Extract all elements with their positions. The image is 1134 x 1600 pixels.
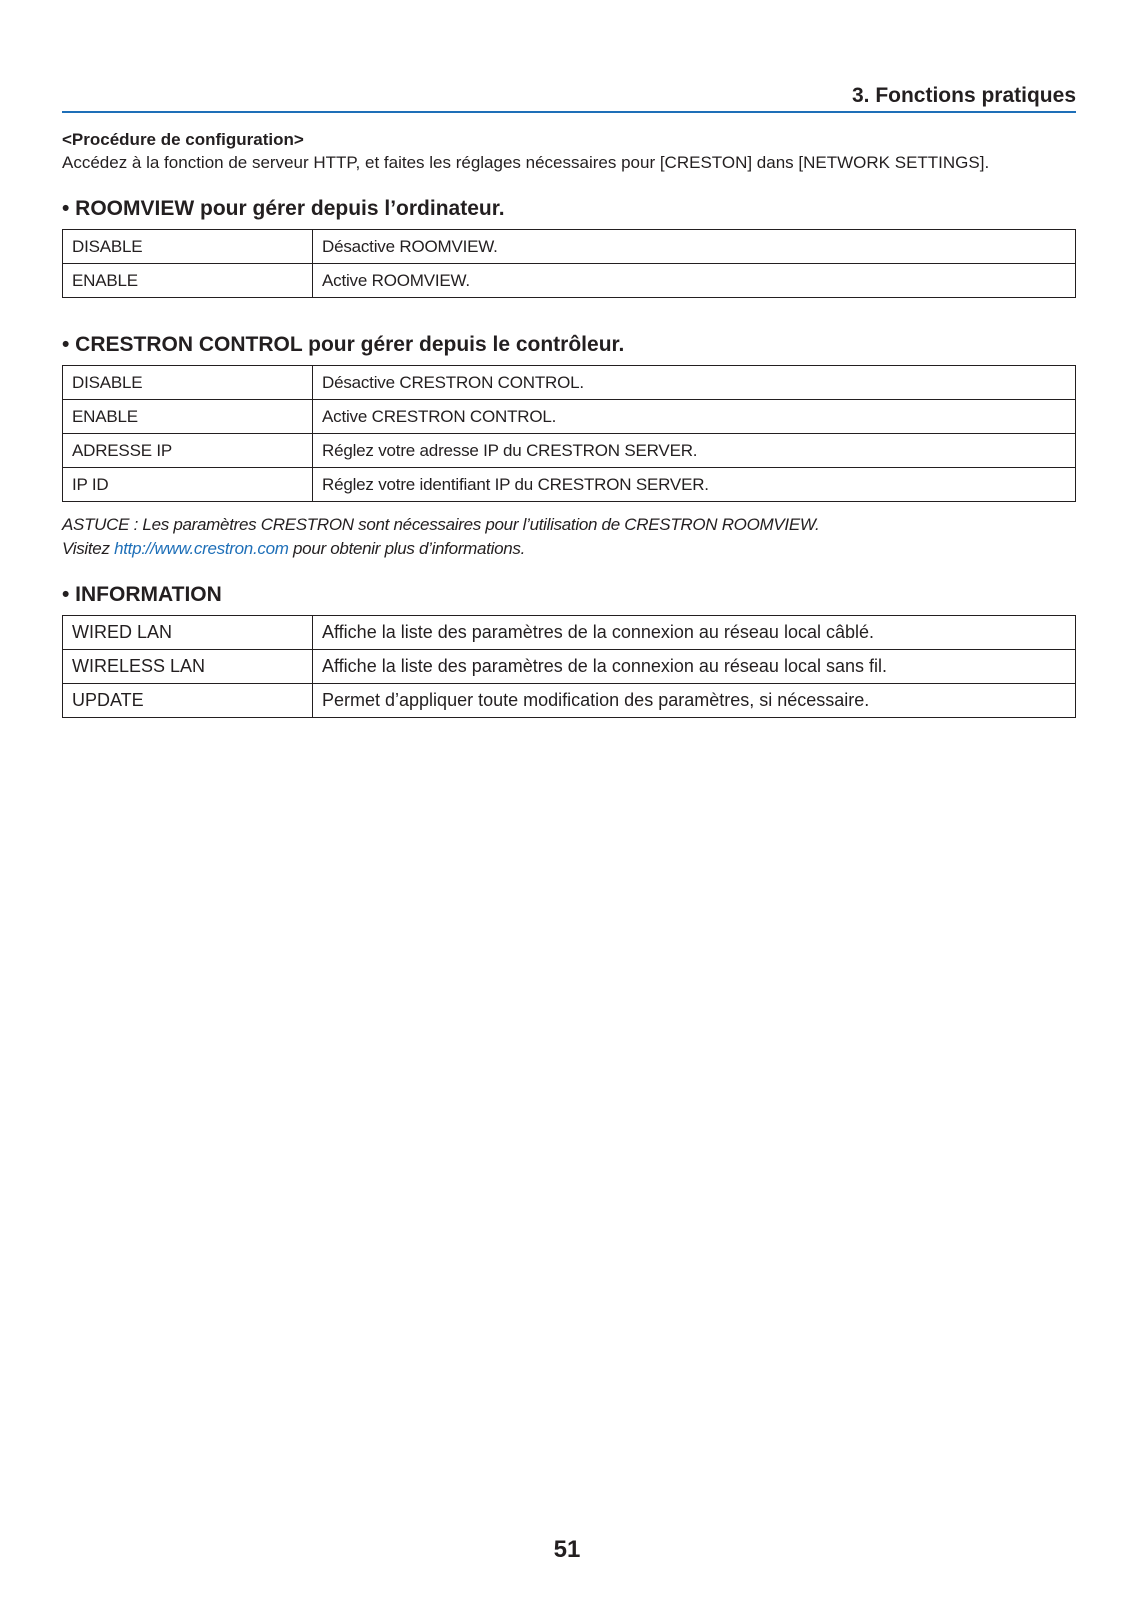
option-key: UPDATE (63, 684, 313, 718)
table-row (63, 616, 1076, 650)
information-table (62, 615, 1076, 718)
table-row (63, 468, 1076, 502)
roomview-table (62, 229, 1076, 298)
option-key: WIRELESS LAN (63, 650, 313, 684)
option-desc: Désactive ROOMVIEW. (313, 230, 1076, 264)
header-divider (62, 111, 1076, 113)
table-row (63, 230, 1076, 264)
procedure-text: Accédez à la fonction de serveur HTTP, et faites les réglages nécessaires pour [CRESTON] dans [NETWORK SETTINGS]. (62, 153, 990, 172)
page-number: 51 (553, 1536, 581, 1563)
option-key: DISABLE (63, 366, 313, 400)
crestron-link[interactable]: http://www.crestron.com (114, 539, 289, 558)
tip-suffix: pour obtenir plus d’informations. (288, 539, 526, 558)
option-desc: Affiche la liste des paramètres de la connexion au réseau local câblé. (313, 616, 1076, 650)
information-title: • INFORMATION (62, 583, 222, 606)
option-desc: Active ROOMVIEW. (313, 264, 1076, 298)
table-row (63, 650, 1076, 684)
option-desc: Désactive CRESTRON CONTROL. (313, 366, 1076, 400)
crestron-control-table (62, 365, 1076, 502)
tip-line-1: ASTUCE : Les paramètres CRESTRON sont nécessaires pour l’utilisation de CRESTRON ROOMVIEW. (62, 515, 820, 534)
option-desc: Réglez votre identifiant IP du CRESTRON SERVER. (313, 468, 1076, 502)
option-key: WIRED LAN (63, 616, 313, 650)
procedure-title: <Procédure de configuration> (62, 130, 304, 149)
option-key: ADRESSE IP (63, 434, 313, 468)
table-row (63, 684, 1076, 718)
crestron-control-title: • CRESTRON CONTROL pour gérer depuis le contrôleur. (62, 333, 625, 356)
option-key: ENABLE (63, 400, 313, 434)
table-row (63, 366, 1076, 400)
roomview-title: • ROOMVIEW pour gérer depuis l’ordinateur. (62, 197, 505, 220)
option-key: IP ID (63, 468, 313, 502)
tip-prefix: Visitez (62, 539, 115, 558)
table-row (63, 400, 1076, 434)
option-desc: Affiche la liste des paramètres de la connexion au réseau local sans fil. (313, 650, 1076, 684)
option-key: ENABLE (63, 264, 313, 298)
option-desc: Permet d’appliquer toute modification des paramètres, si nécessaire. (313, 684, 1076, 718)
table-row (63, 434, 1076, 468)
option-desc: Réglez votre adresse IP du CRESTRON SERVER. (313, 434, 1076, 468)
tip-line-2 (62, 539, 525, 559)
option-key: DISABLE (63, 230, 313, 264)
chapter-header: 3. Fonctions pratiques (851, 84, 1076, 107)
option-desc: Active CRESTRON CONTROL. (313, 400, 1076, 434)
table-row (63, 264, 1076, 298)
